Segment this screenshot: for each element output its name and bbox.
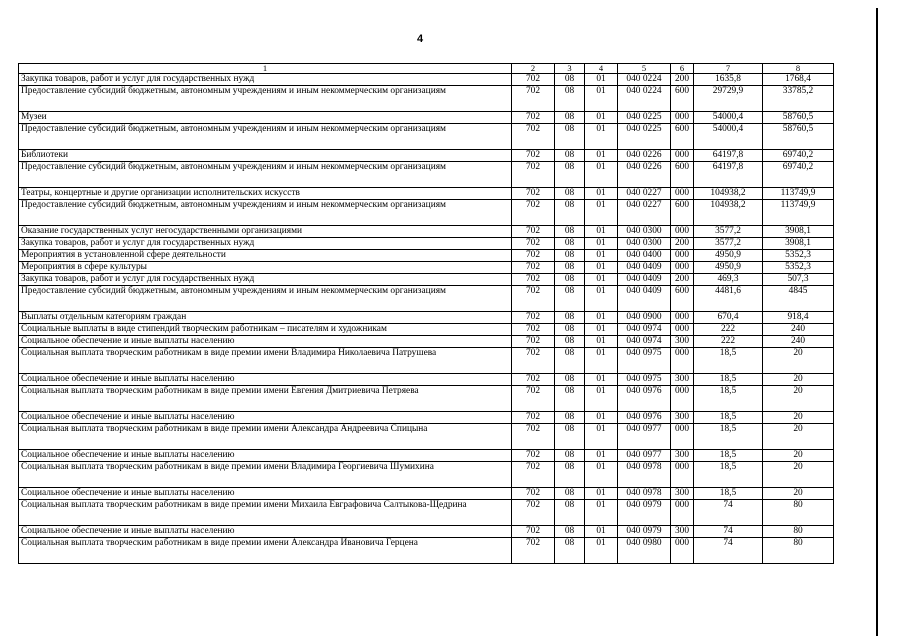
expense-type-code-cell: 000 bbox=[671, 150, 694, 162]
subsection-code-cell: 01 bbox=[585, 450, 618, 462]
table-row bbox=[19, 348, 834, 374]
amount-year-1-cell: 54000,4 bbox=[694, 124, 763, 150]
expense-type-code-cell: 200 bbox=[671, 238, 694, 250]
table-row bbox=[19, 124, 834, 150]
amount-year-2-cell: 20 bbox=[763, 348, 834, 374]
amount-year-1-cell: 64197,8 bbox=[694, 150, 763, 162]
section-code-cell: 08 bbox=[555, 412, 585, 424]
subsection-code-cell: 01 bbox=[585, 538, 618, 564]
subsection-code-cell: 01 bbox=[585, 424, 618, 450]
row-name-cell: Музеи bbox=[19, 112, 512, 124]
table-row bbox=[19, 336, 834, 348]
section-code-cell: 08 bbox=[555, 450, 585, 462]
table-row bbox=[19, 312, 834, 324]
ministry-code-cell: 702 bbox=[512, 488, 555, 500]
subsection-code-cell: 01 bbox=[585, 488, 618, 500]
ministry-code-cell: 702 bbox=[512, 162, 555, 188]
column-number-6: 6 bbox=[671, 64, 694, 74]
ministry-code-cell: 702 bbox=[512, 250, 555, 262]
row-name-cell: Оказание государственных услуг негосударственными организациями bbox=[19, 226, 512, 238]
table-row bbox=[19, 74, 834, 86]
section-code-cell: 08 bbox=[555, 238, 585, 250]
scan-edge-line bbox=[876, 8, 878, 636]
target-article-code-cell: 040 0224 bbox=[618, 86, 671, 112]
target-article-code-cell: 040 0226 bbox=[618, 162, 671, 188]
expense-type-code-cell: 000 bbox=[671, 538, 694, 564]
table-row bbox=[19, 526, 834, 538]
ministry-code-cell: 702 bbox=[512, 462, 555, 488]
section-code-cell: 08 bbox=[555, 336, 585, 348]
subsection-code-cell: 01 bbox=[585, 150, 618, 162]
section-code-cell: 08 bbox=[555, 348, 585, 374]
row-name-cell: Социальная выплата творческим работникам в виде премии имени Владимира Георгиевича Шумихина bbox=[19, 462, 512, 488]
table-row bbox=[19, 188, 834, 200]
amount-year-1-cell: 1635,8 bbox=[694, 74, 763, 86]
amount-year-2-cell: 3908,1 bbox=[763, 226, 834, 238]
amount-year-1-cell: 4481,6 bbox=[694, 286, 763, 312]
ministry-code-cell: 702 bbox=[512, 124, 555, 150]
subsection-code-cell: 01 bbox=[585, 526, 618, 538]
ministry-code-cell: 702 bbox=[512, 238, 555, 250]
amount-year-2-cell: 240 bbox=[763, 324, 834, 336]
amount-year-1-cell: 18,5 bbox=[694, 450, 763, 462]
budget-table bbox=[18, 63, 834, 564]
column-number-row bbox=[19, 64, 834, 74]
target-article-code-cell: 040 0224 bbox=[618, 74, 671, 86]
expense-type-code-cell: 300 bbox=[671, 488, 694, 500]
amount-year-2-cell: 80 bbox=[763, 526, 834, 538]
target-article-code-cell: 040 0975 bbox=[618, 348, 671, 374]
amount-year-1-cell: 3577,2 bbox=[694, 238, 763, 250]
section-code-cell: 08 bbox=[555, 162, 585, 188]
expense-type-code-cell: 300 bbox=[671, 412, 694, 424]
amount-year-2-cell: 20 bbox=[763, 462, 834, 488]
ministry-code-cell: 702 bbox=[512, 424, 555, 450]
amount-year-1-cell: 4950,9 bbox=[694, 250, 763, 262]
expense-type-code-cell: 000 bbox=[671, 424, 694, 450]
subsection-code-cell: 01 bbox=[585, 250, 618, 262]
amount-year-1-cell: 54000,4 bbox=[694, 112, 763, 124]
subsection-code-cell: 01 bbox=[585, 200, 618, 226]
ministry-code-cell: 702 bbox=[512, 374, 555, 386]
section-code-cell: 08 bbox=[555, 526, 585, 538]
amount-year-2-cell: 4845 bbox=[763, 286, 834, 312]
amount-year-1-cell: 222 bbox=[694, 324, 763, 336]
row-name-cell: Социальные выплаты в виде стипендий творческим работникам – писателям и художникам bbox=[19, 324, 512, 336]
column-number-8: 8 bbox=[763, 64, 834, 74]
budget-table-body bbox=[19, 64, 834, 564]
row-name-cell: Закупка товаров, работ и услуг для государственных нужд bbox=[19, 74, 512, 86]
ministry-code-cell: 702 bbox=[512, 348, 555, 374]
amount-year-2-cell: 58760,5 bbox=[763, 112, 834, 124]
ministry-code-cell: 702 bbox=[512, 500, 555, 526]
expense-type-code-cell: 000 bbox=[671, 112, 694, 124]
expense-type-code-cell: 600 bbox=[671, 124, 694, 150]
amount-year-2-cell: 113749,9 bbox=[763, 188, 834, 200]
page-number: 4 bbox=[417, 33, 424, 45]
row-name-cell: Социальное обеспечение и иные выплаты населению bbox=[19, 450, 512, 462]
table-row bbox=[19, 412, 834, 424]
amount-year-1-cell: 64197,8 bbox=[694, 162, 763, 188]
target-article-code-cell: 040 0409 bbox=[618, 262, 671, 274]
section-code-cell: 08 bbox=[555, 312, 585, 324]
amount-year-1-cell: 469,3 bbox=[694, 274, 763, 286]
row-name-cell: Предоставление субсидий бюджетным, автономным учреждениям и иным некоммерческим организациям bbox=[19, 286, 512, 312]
target-article-code-cell: 040 0980 bbox=[618, 538, 671, 564]
section-code-cell: 08 bbox=[555, 262, 585, 274]
expense-type-code-cell: 000 bbox=[671, 262, 694, 274]
target-article-code-cell: 040 0974 bbox=[618, 336, 671, 348]
subsection-code-cell: 01 bbox=[585, 262, 618, 274]
table-row bbox=[19, 500, 834, 526]
row-name-cell: Социальное обеспечение и иные выплаты населению bbox=[19, 488, 512, 500]
section-code-cell: 08 bbox=[555, 488, 585, 500]
subsection-code-cell: 01 bbox=[585, 500, 618, 526]
subsection-code-cell: 01 bbox=[585, 238, 618, 250]
amount-year-2-cell: 5352,3 bbox=[763, 250, 834, 262]
subsection-code-cell: 01 bbox=[585, 112, 618, 124]
amount-year-1-cell: 74 bbox=[694, 500, 763, 526]
table-row bbox=[19, 150, 834, 162]
target-article-code-cell: 040 0976 bbox=[618, 386, 671, 412]
expense-type-code-cell: 200 bbox=[671, 274, 694, 286]
expense-type-code-cell: 000 bbox=[671, 250, 694, 262]
table-row bbox=[19, 86, 834, 112]
ministry-code-cell: 702 bbox=[512, 86, 555, 112]
expense-type-code-cell: 000 bbox=[671, 348, 694, 374]
row-name-cell: Мероприятия в установленной сфере деятельности bbox=[19, 250, 512, 262]
expense-type-code-cell: 300 bbox=[671, 450, 694, 462]
row-name-cell: Закупка товаров, работ и услуг для государственных нужд bbox=[19, 238, 512, 250]
amount-year-2-cell: 918,4 bbox=[763, 312, 834, 324]
ministry-code-cell: 702 bbox=[512, 412, 555, 424]
subsection-code-cell: 01 bbox=[585, 286, 618, 312]
section-code-cell: 08 bbox=[555, 112, 585, 124]
table-row bbox=[19, 374, 834, 386]
section-code-cell: 08 bbox=[555, 274, 585, 286]
section-code-cell: 08 bbox=[555, 74, 585, 86]
amount-year-2-cell: 20 bbox=[763, 374, 834, 386]
table-row bbox=[19, 162, 834, 188]
ministry-code-cell: 702 bbox=[512, 450, 555, 462]
amount-year-1-cell: 18,5 bbox=[694, 374, 763, 386]
subsection-code-cell: 01 bbox=[585, 386, 618, 412]
ministry-code-cell: 702 bbox=[512, 150, 555, 162]
subsection-code-cell: 01 bbox=[585, 336, 618, 348]
section-code-cell: 08 bbox=[555, 538, 585, 564]
subsection-code-cell: 01 bbox=[585, 124, 618, 150]
target-article-code-cell: 040 0977 bbox=[618, 424, 671, 450]
amount-year-2-cell: 80 bbox=[763, 538, 834, 564]
row-name-cell: Социальное обеспечение и иные выплаты населению bbox=[19, 412, 512, 424]
amount-year-1-cell: 74 bbox=[694, 538, 763, 564]
row-name-cell: Закупка товаров, работ и услуг для государственных нужд bbox=[19, 274, 512, 286]
expense-type-code-cell: 000 bbox=[671, 386, 694, 412]
target-article-code-cell: 040 0979 bbox=[618, 500, 671, 526]
subsection-code-cell: 01 bbox=[585, 226, 618, 238]
amount-year-2-cell: 20 bbox=[763, 488, 834, 500]
section-code-cell: 08 bbox=[555, 124, 585, 150]
amount-year-2-cell: 20 bbox=[763, 386, 834, 412]
target-article-code-cell: 040 0227 bbox=[618, 188, 671, 200]
section-code-cell: 08 bbox=[555, 424, 585, 450]
subsection-code-cell: 01 bbox=[585, 188, 618, 200]
row-name-cell: Социальное обеспечение и иные выплаты населению bbox=[19, 526, 512, 538]
target-article-code-cell: 040 0226 bbox=[618, 150, 671, 162]
ministry-code-cell: 702 bbox=[512, 526, 555, 538]
amount-year-1-cell: 670,4 bbox=[694, 312, 763, 324]
section-code-cell: 08 bbox=[555, 500, 585, 526]
table-row bbox=[19, 386, 834, 412]
expense-type-code-cell: 000 bbox=[671, 312, 694, 324]
expense-type-code-cell: 000 bbox=[671, 226, 694, 238]
amount-year-2-cell: 5352,3 bbox=[763, 262, 834, 274]
expense-type-code-cell: 200 bbox=[671, 74, 694, 86]
amount-year-1-cell: 74 bbox=[694, 526, 763, 538]
table-row bbox=[19, 450, 834, 462]
expense-type-code-cell: 600 bbox=[671, 86, 694, 112]
target-article-code-cell: 040 0977 bbox=[618, 450, 671, 462]
column-number-7: 7 bbox=[694, 64, 763, 74]
expense-type-code-cell: 000 bbox=[671, 500, 694, 526]
expense-type-code-cell: 000 bbox=[671, 462, 694, 488]
ministry-code-cell: 702 bbox=[512, 324, 555, 336]
section-code-cell: 08 bbox=[555, 286, 585, 312]
amount-year-1-cell: 18,5 bbox=[694, 412, 763, 424]
row-name-cell: Предоставление субсидий бюджетным, автономным учреждениям и иным некоммерческим организациям bbox=[19, 200, 512, 226]
table-row bbox=[19, 262, 834, 274]
subsection-code-cell: 01 bbox=[585, 312, 618, 324]
table-row bbox=[19, 488, 834, 500]
subsection-code-cell: 01 bbox=[585, 324, 618, 336]
target-article-code-cell: 040 0409 bbox=[618, 274, 671, 286]
section-code-cell: 08 bbox=[555, 226, 585, 238]
target-article-code-cell: 040 0225 bbox=[618, 124, 671, 150]
column-number-2: 2 bbox=[512, 64, 555, 74]
section-code-cell: 08 bbox=[555, 462, 585, 488]
table-row bbox=[19, 462, 834, 488]
amount-year-2-cell: 80 bbox=[763, 500, 834, 526]
row-name-cell: Социальная выплата творческим работникам в виде премии имени Александра Ивановича Герцена bbox=[19, 538, 512, 564]
expense-type-code-cell: 000 bbox=[671, 324, 694, 336]
amount-year-2-cell: 20 bbox=[763, 450, 834, 462]
section-code-cell: 08 bbox=[555, 324, 585, 336]
target-article-code-cell: 040 0975 bbox=[618, 374, 671, 386]
amount-year-2-cell: 3908,1 bbox=[763, 238, 834, 250]
table-row bbox=[19, 226, 834, 238]
amount-year-1-cell: 104938,2 bbox=[694, 200, 763, 226]
table-row bbox=[19, 250, 834, 262]
amount-year-1-cell: 18,5 bbox=[694, 462, 763, 488]
table-row bbox=[19, 238, 834, 250]
row-name-cell: Предоставление субсидий бюджетным, автономным учреждениям и иным некоммерческим организациям bbox=[19, 86, 512, 112]
amount-year-2-cell: 20 bbox=[763, 424, 834, 450]
subsection-code-cell: 01 bbox=[585, 462, 618, 488]
ministry-code-cell: 702 bbox=[512, 274, 555, 286]
subsection-code-cell: 01 bbox=[585, 74, 618, 86]
ministry-code-cell: 702 bbox=[512, 262, 555, 274]
target-article-code-cell: 040 0974 bbox=[618, 324, 671, 336]
ministry-code-cell: 702 bbox=[512, 74, 555, 86]
amount-year-1-cell: 18,5 bbox=[694, 386, 763, 412]
amount-year-2-cell: 20 bbox=[763, 412, 834, 424]
ministry-code-cell: 702 bbox=[512, 336, 555, 348]
expense-type-code-cell: 600 bbox=[671, 162, 694, 188]
amount-year-2-cell: 58760,5 bbox=[763, 124, 834, 150]
row-name-cell: Мероприятия в сфере культуры bbox=[19, 262, 512, 274]
ministry-code-cell: 702 bbox=[512, 386, 555, 412]
amount-year-2-cell: 69740,2 bbox=[763, 150, 834, 162]
section-code-cell: 08 bbox=[555, 386, 585, 412]
ministry-code-cell: 702 bbox=[512, 112, 555, 124]
ministry-code-cell: 702 bbox=[512, 538, 555, 564]
amount-year-2-cell: 33785,2 bbox=[763, 86, 834, 112]
amount-year-2-cell: 1768,4 bbox=[763, 74, 834, 86]
row-name-cell: Социальная выплата творческим работникам в виде премии имени Евгения Дмитриевича Петряева bbox=[19, 386, 512, 412]
subsection-code-cell: 01 bbox=[585, 274, 618, 286]
column-number-5: 5 bbox=[618, 64, 671, 74]
table-row bbox=[19, 538, 834, 564]
row-name-cell: Библиотеки bbox=[19, 150, 512, 162]
ministry-code-cell: 702 bbox=[512, 312, 555, 324]
expense-type-code-cell: 300 bbox=[671, 374, 694, 386]
ministry-code-cell: 702 bbox=[512, 200, 555, 226]
table-row bbox=[19, 200, 834, 226]
amount-year-1-cell: 18,5 bbox=[694, 348, 763, 374]
subsection-code-cell: 01 bbox=[585, 348, 618, 374]
amount-year-1-cell: 29729,9 bbox=[694, 86, 763, 112]
table-row bbox=[19, 324, 834, 336]
amount-year-1-cell: 4950,9 bbox=[694, 262, 763, 274]
column-number-1: 1 bbox=[19, 64, 512, 74]
expense-type-code-cell: 600 bbox=[671, 286, 694, 312]
target-article-code-cell: 040 0900 bbox=[618, 312, 671, 324]
table-row bbox=[19, 286, 834, 312]
table-row bbox=[19, 274, 834, 286]
target-article-code-cell: 040 0300 bbox=[618, 238, 671, 250]
target-article-code-cell: 040 0979 bbox=[618, 526, 671, 538]
expense-type-code-cell: 300 bbox=[671, 526, 694, 538]
amount-year-1-cell: 18,5 bbox=[694, 424, 763, 450]
expense-type-code-cell: 600 bbox=[671, 200, 694, 226]
ministry-code-cell: 702 bbox=[512, 286, 555, 312]
row-name-cell: Социальная выплата творческим работникам в виде премии имени Владимира Николаевича Патрушева bbox=[19, 348, 512, 374]
amount-year-1-cell: 3577,2 bbox=[694, 226, 763, 238]
row-name-cell: Предоставление субсидий бюджетным, автономным учреждениям и иным некоммерческим организациям bbox=[19, 162, 512, 188]
ministry-code-cell: 702 bbox=[512, 188, 555, 200]
amount-year-1-cell: 104938,2 bbox=[694, 188, 763, 200]
amount-year-1-cell: 18,5 bbox=[694, 488, 763, 500]
expense-type-code-cell: 000 bbox=[671, 188, 694, 200]
target-article-code-cell: 040 0978 bbox=[618, 488, 671, 500]
section-code-cell: 08 bbox=[555, 250, 585, 262]
section-code-cell: 08 bbox=[555, 150, 585, 162]
section-code-cell: 08 bbox=[555, 188, 585, 200]
subsection-code-cell: 01 bbox=[585, 86, 618, 112]
column-number-4: 4 bbox=[585, 64, 618, 74]
row-name-cell: Социальная выплата творческим работникам в виде премии имени Михаила Евграфовича Салтыкова-Щедрина bbox=[19, 500, 512, 526]
row-name-cell: Предоставление субсидий бюджетным, автономным учреждениям и иным некоммерческим организациям bbox=[19, 124, 512, 150]
target-article-code-cell: 040 0400 bbox=[618, 250, 671, 262]
target-article-code-cell: 040 0225 bbox=[618, 112, 671, 124]
subsection-code-cell: 01 bbox=[585, 374, 618, 386]
subsection-code-cell: 01 bbox=[585, 162, 618, 188]
table-row bbox=[19, 112, 834, 124]
table-row bbox=[19, 424, 834, 450]
row-name-cell: Социальное обеспечение и иные выплаты населению bbox=[19, 336, 512, 348]
expense-type-code-cell: 300 bbox=[671, 336, 694, 348]
target-article-code-cell: 040 0227 bbox=[618, 200, 671, 226]
section-code-cell: 08 bbox=[555, 374, 585, 386]
section-code-cell: 08 bbox=[555, 86, 585, 112]
row-name-cell: Театры, концертные и другие организации исполнительских искусств bbox=[19, 188, 512, 200]
amount-year-1-cell: 222 bbox=[694, 336, 763, 348]
amount-year-2-cell: 69740,2 bbox=[763, 162, 834, 188]
target-article-code-cell: 040 0976 bbox=[618, 412, 671, 424]
amount-year-2-cell: 507,3 bbox=[763, 274, 834, 286]
row-name-cell: Выплаты отдельным категориям граждан bbox=[19, 312, 512, 324]
row-name-cell: Социальная выплата творческим работникам в виде премии имени Александра Андреевича Спицына bbox=[19, 424, 512, 450]
column-number-3: 3 bbox=[555, 64, 585, 74]
amount-year-2-cell: 113749,9 bbox=[763, 200, 834, 226]
amount-year-2-cell: 240 bbox=[763, 336, 834, 348]
subsection-code-cell: 01 bbox=[585, 412, 618, 424]
target-article-code-cell: 040 0978 bbox=[618, 462, 671, 488]
section-code-cell: 08 bbox=[555, 200, 585, 226]
target-article-code-cell: 040 0409 bbox=[618, 286, 671, 312]
row-name-cell: Социальное обеспечение и иные выплаты населению bbox=[19, 374, 512, 386]
ministry-code-cell: 702 bbox=[512, 226, 555, 238]
target-article-code-cell: 040 0300 bbox=[618, 226, 671, 238]
